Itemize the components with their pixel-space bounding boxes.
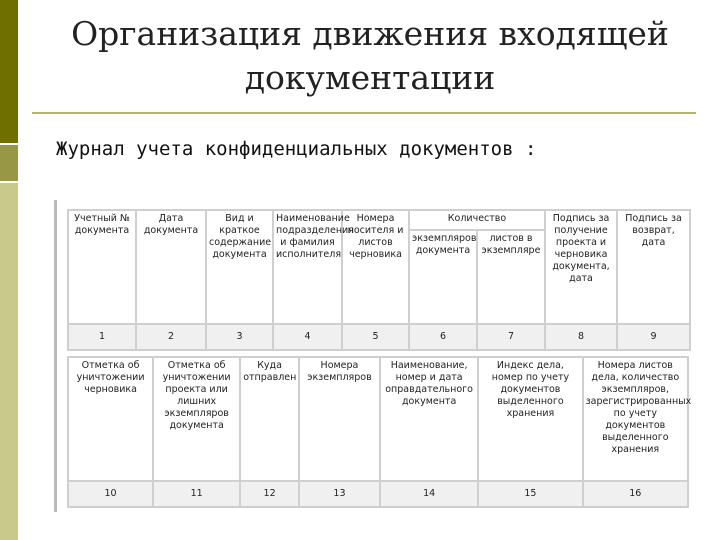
header-justification-document: Наименование, номер и дата оправдательного документа <box>380 357 478 481</box>
header-project-destruction: Отметка об уничтожении проекта или лишних экземпляров документа <box>153 357 240 481</box>
slide-sidebar <box>0 0 18 540</box>
column-number: 12 <box>240 481 299 507</box>
header-copy-numbers: Номера экземпляров <box>299 357 380 481</box>
subheader-sheets: листов в экземпляре <box>477 230 545 324</box>
column-number: 4 <box>273 324 342 350</box>
column-number: 2 <box>136 324 206 350</box>
header-carrier-numbers: Номера носителя и листов черновика <box>342 210 409 324</box>
sidebar-block-medium <box>0 145 18 181</box>
header-case-index: Индекс дела, номер по учету документов выделенного хранения <box>478 357 582 481</box>
header-return-signature: Подпись за возврат, дата <box>617 210 690 324</box>
header-document-type: Вид и краткое содержание документа <box>206 210 273 324</box>
column-number: 11 <box>153 481 240 507</box>
column-number: 13 <box>299 481 380 507</box>
column-number: 14 <box>380 481 478 507</box>
column-number: 16 <box>583 481 688 507</box>
sidebar-block-dark <box>0 0 18 143</box>
header-document-date: Дата документа <box>136 210 206 324</box>
column-number: 9 <box>617 324 690 350</box>
journal-table-part-1 <box>67 209 691 351</box>
slide-title: Организация движения входящей документации <box>71 14 669 97</box>
column-number: 10 <box>68 481 153 507</box>
subheader-copies: экземпляров документа <box>409 230 477 324</box>
sidebar-block-light <box>0 183 18 540</box>
column-number: 15 <box>478 481 582 507</box>
scan-edge-line <box>54 200 57 512</box>
column-number: 5 <box>342 324 409 350</box>
header-case-sheets: Номера листов дела, количество экземпляров, зарегистрированных по учету документов выделенного хранения <box>583 357 688 481</box>
header-department-executor: Наименование подразделения и фамилия исполнителя <box>273 210 342 324</box>
column-number: 1 <box>68 324 136 350</box>
header-accounting-number: Учетный № документа <box>68 210 136 324</box>
header-quantity: Количество <box>409 210 545 230</box>
journal-table-part-2 <box>67 356 692 508</box>
header-receipt-signature: Подпись за получение проекта и черновика документа, дата <box>545 210 617 324</box>
slide-subtitle: Журнал учета конфиденциальных документов : <box>56 138 537 160</box>
header-draft-destruction: Отметка об уничтожении черновика <box>68 357 153 481</box>
column-number: 8 <box>545 324 617 350</box>
column-number: 3 <box>206 324 273 350</box>
title-underline <box>32 112 696 114</box>
column-number: 7 <box>477 324 545 350</box>
column-number: 6 <box>409 324 477 350</box>
header-sent-to: Куда отправлен <box>240 357 299 481</box>
